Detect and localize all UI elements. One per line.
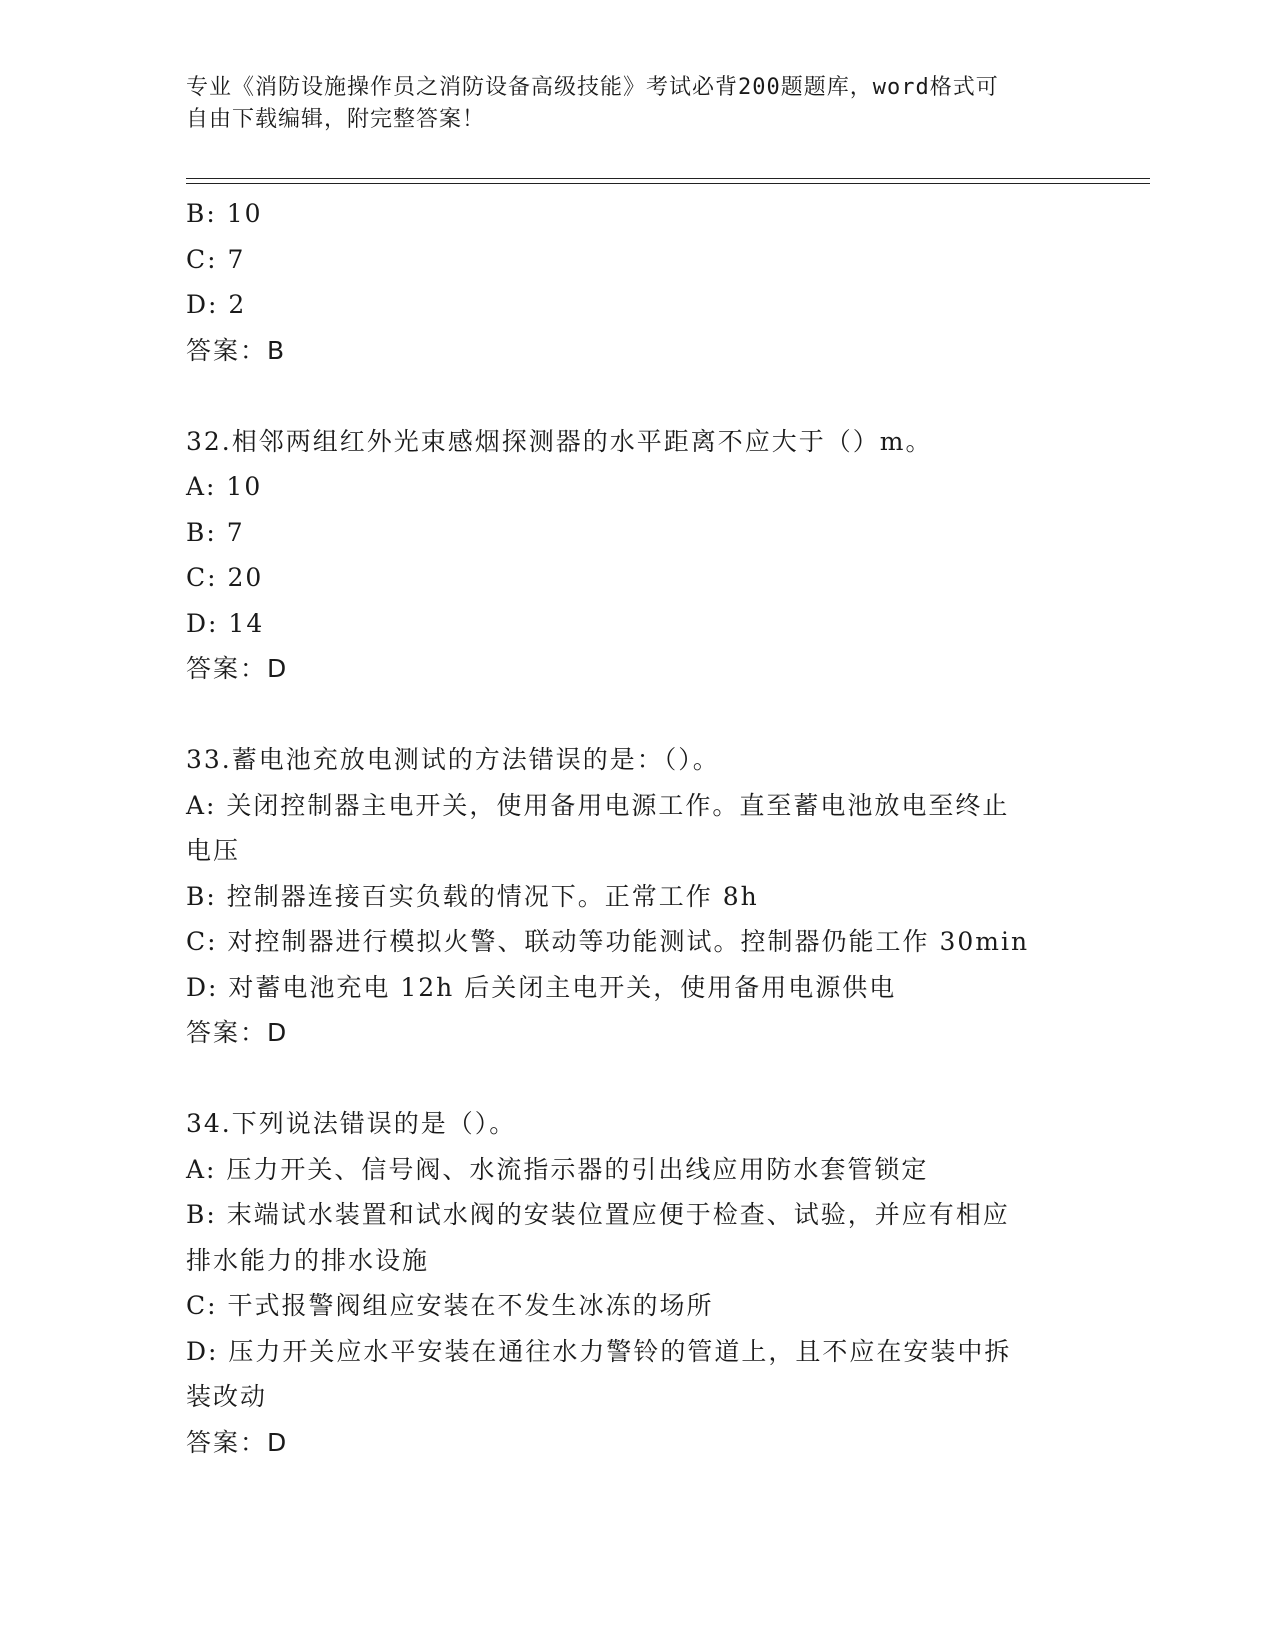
question-33 <box>186 737 1086 1056</box>
question-34 <box>186 1101 1086 1465</box>
spacer <box>186 692 1086 738</box>
option-d: D: 压力开关应水平安装在通往水力警铃的管道上，且不应在安装中拆 <box>186 1336 1012 1366</box>
option-c: C: 对控制器进行模拟火警、联动等功能测试。控制器仍能工作 30min <box>186 927 1030 956</box>
option-c: C: 7 <box>186 244 246 274</box>
answer-line: 答案：B <box>186 335 287 365</box>
header-line-2: 自由下载编辑，附完整答案！ <box>186 107 486 132</box>
spacer <box>186 373 1086 419</box>
header-line-1: 专业《消防设施操作员之消防设备高级技能》考试必背200题题库，word格式可 <box>186 75 999 100</box>
answer-line: 答案：D <box>186 654 289 683</box>
option-a-continued: 电压 <box>186 836 241 865</box>
header-divider-bottom <box>186 183 1150 184</box>
option-a: A: 压力开关、信号阀、水流指示器的引出线应用防水套管锁定 <box>186 1154 929 1184</box>
header-divider-top <box>186 178 1150 179</box>
question-32 <box>186 419 1086 692</box>
option-d-continued: 装改动 <box>186 1382 268 1411</box>
option-b: B: 7 <box>186 517 245 547</box>
option-b: B: 末端试水装置和试水阀的安装位置应便于检查、试验，并应有相应 <box>186 1200 1010 1229</box>
option-d: D: 14 <box>186 608 265 638</box>
option-b-continued: 排水能力的排水设施 <box>186 1245 430 1275</box>
option-d: D: 对蓄电池充电 12h 后关闭主电开关，使用备用电源供电 <box>186 972 897 1002</box>
option-d: D: 2 <box>186 290 247 319</box>
option-b: B: 10 <box>186 199 263 228</box>
option-b: B: 控制器连接百实负载的情况下。正常工作 8h <box>186 881 759 911</box>
question-31-tail <box>186 191 1086 373</box>
option-c: C: 干式报警阀组应安装在不发生冰冻的场所 <box>186 1291 714 1320</box>
answer-line: 答案：D <box>186 1018 289 1047</box>
question-stem: 32.相邻两组红外光束感烟探测器的水平距离不应大于（）m。 <box>186 426 933 456</box>
question-stem: 33.蓄电池充放电测试的方法错误的是：（）。 <box>186 745 720 774</box>
option-a: A: 10 <box>186 472 263 501</box>
question-list <box>186 191 1086 1465</box>
document-header <box>186 72 1066 136</box>
option-c: C: 20 <box>186 563 264 592</box>
spacer <box>186 1056 1086 1102</box>
question-stem: 34.下列说法错误的是（）。 <box>186 1109 517 1138</box>
option-a: A: 关闭控制器主电开关，使用备用电源工作。直至蓄电池放电至终止 <box>186 790 1010 820</box>
answer-line: 答案：D <box>186 1427 289 1457</box>
